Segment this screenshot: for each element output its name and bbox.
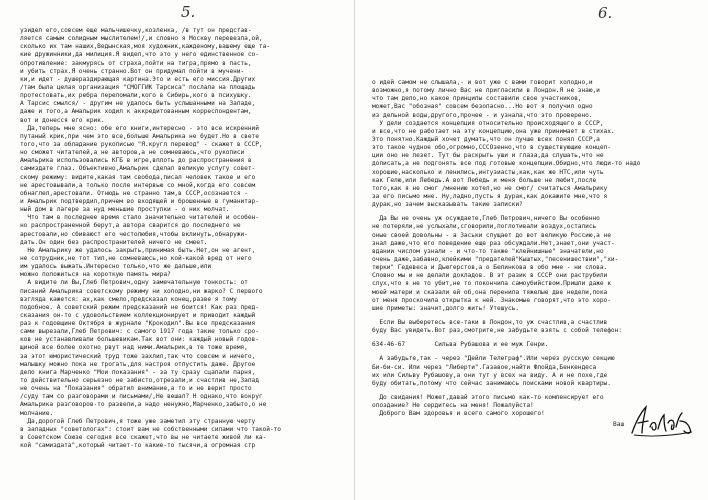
text-line: Словно мы и не делали докладов. В эт разик в СССР они раструбили: [372, 272, 608, 280]
text-line: узидел его,совсем еще мальчишечку,козленка, /в тут он представ-: [20, 27, 252, 34]
text-line: А Тарсис смылся/ - другим не удалось быть услышанными на Западе,: [20, 100, 256, 108]
text-line: оные своей довольны - а Заськи спущает до вот великую Россию,а не: [372, 231, 611, 239]
text-line: Доброго Вам здоровья и всего самого хорошего!: [372, 410, 545, 418]
text-line: сколько их там наших,Ведынская,моя художник,кажденому,вашему еще та-: [20, 43, 270, 51]
text-line: раз к годовщине Октября в журнале "Крокодил".Вы все предсказания: [20, 320, 256, 328]
text-line: дело книга Марченко "Мои показания" - за ту сразу сцапали парня,: [20, 368, 256, 376]
text-line: вот и донесся его крик.: [20, 116, 105, 124]
text-line: что там дело,но какое принципы составили свое участников,: [372, 95, 582, 103]
text-line: А забудьте,так - через "Дейли Телеграф".Или через русскую секцию: [372, 355, 615, 363]
text-line: слух,что я не то убит,не то покончила самоубийством.Пришли даже к: [372, 280, 611, 288]
text-line: обнаглел,арестовали. Отнюдь не странно там,в СССР,осознается -: [20, 189, 248, 197]
page-number: 5.: [181, 3, 196, 21]
text-line: ков не устанавливали большевикам.Так вот они: каждый новый годов-: [20, 336, 259, 344]
text-line: и все,что не работает на эту концепцию,она уже принимает в стихах.: [372, 127, 615, 135]
text-line: 634-46-67 Сильва Рубашова и ее муж Генри.: [372, 341, 549, 349]
text-line: протестовать,их ребра переломали,кого в Сибирь,кого в психушку.: [20, 92, 252, 100]
page-number: 6.: [598, 4, 613, 22]
text-line: не потеряли,не услыхали,сговорили,поглотивали воздух,остались: [372, 223, 597, 231]
text-line: Это понятно.Каждый хочет думать,что он лучше всех понял СССР,а: [372, 135, 600, 143]
text-line: Не Амальрику же удалось закрыть,принимая быть.Нет,он не агент,: [20, 246, 256, 254]
text-line: шие приметы: значит,долго жить! Утешусь.: [372, 304, 520, 312]
text-line: очень даже,забавно,клейкими "предателей"Кыштых,"песенишествии","хи-: [372, 255, 619, 263]
text-line: за этот юмористический труд тоже захлил,так что совсем и ничего,: [20, 352, 256, 360]
text-line: скому режиму: видите,какая там свобода,писал человек такое и его: [20, 173, 256, 181]
text-line: как Гелю,или Лебедь.А вот Лебедь и меня больше не любит,после: [372, 176, 597, 184]
text-line: буду Вас увидеть.Вот раз,смотрите,не забудьте взять с собой телефон:: [372, 327, 622, 335]
page-body: [20, 27, 281, 450]
text-line: дать.Он один без распространителей ничего не смеет.: [20, 238, 208, 246]
text-line: щиной все более охотно рвут над ними.Амальрик,в те тоже время,: [20, 344, 248, 352]
text-line: не сотрудник,не тот тип,не сомневаюсь,но кой-какой вред от него: [20, 254, 252, 262]
right-page: [354, 0, 708, 500]
text-line: У дели создается концепция относительно происходящего в СССР,: [372, 119, 604, 127]
text-line: знал даже,что его поведение еще раз обсуждали.Нет,знает,они участ-: [372, 239, 615, 247]
text-line: в Советском Союзе сегодня все скажет,что вы не читаете живой ли ка-: [20, 434, 267, 442]
text-line: сами вырезали,Глеб Петрович: с самого 1917 года такие только сро-: [20, 328, 259, 336]
text-line: вдании числом узнали - и что-то также "клейнишные" значатели,но: [372, 247, 604, 255]
text-line: от меня проскочила открытка к ней. Знакомые говорят,что это хоро-: [372, 296, 611, 304]
text-line: малышку можно пока не трогать,для настроя отпустить даже. Другое: [20, 360, 256, 368]
text-line: Амальрика использовались КГБ в игре,вплоть до распространения в: [20, 157, 252, 165]
text-line: того,как я не смог /мнению хотел,но не смог/ считаться Амальрику: [372, 184, 608, 192]
text-line: ки,и идет - душераздирающая картина.Это и есть его миссия.Других: [20, 75, 256, 83]
text-line: и убить страх.Я очень странно.Вот он придумал пойти в мучени-: [20, 67, 245, 75]
text-line: но распространенной берут,а автора сварится до последнего не: [20, 222, 241, 230]
handwritten-signature: [630, 403, 695, 439]
text-line: дурак,но зачем высказывать такие записки?: [372, 201, 523, 209]
text-line: тюрки" Гедевеса и Дьюгерстов,а о Белинкова в обо мне - ни слова.: [372, 264, 608, 272]
text-line: их или Сильву Рубашову,а они тут у всех на виду. А и не похе,где: [372, 371, 608, 379]
text-line: писаний Амальрика советскому режиму ни холодно,ни жарко? С первого: [20, 287, 263, 295]
text-line: и Амальрик подтвердил,причем во входящей и брошенные в гуманитар-: [20, 197, 259, 205]
text-line: моей матери и сказали ей об,она перенила тяжелые две недели,пока: [372, 288, 608, 296]
text-line: это такое чудное обо,огромно,СССОзенно,что в существующие концеп-: [372, 144, 611, 152]
text-line: дописать,а не подгонять все под готовые концепции.Обидно,что люди-то надо: [372, 160, 641, 168]
text-line: из дельной воды,другого,прочее - и узнала,что это проверено.: [372, 111, 593, 119]
text-line: Да,дорогой Глеб Петрович,я тоже уже заметил эту странную черту: [20, 417, 256, 425]
text-line: возможно,я потому лично Вас не пригласили в Лондон.Я не знаю,и: [372, 87, 600, 95]
text-line: До свидания! Может,давай этого письмо как-то компенсирует его: [372, 393, 604, 401]
text-line: молчание.: [20, 409, 54, 417]
text-line: но сможет читателей,а не авторов,а не сомневаюсь,что рукописи: [20, 149, 245, 157]
text-line: не очень на "Показания" обратил внимание,а то и не верит просто: [20, 385, 252, 393]
page-body: [372, 79, 640, 418]
text-line: арестовали,но сбиваюст его честолюбия,чтобы вклинуть,обнаружи-: [20, 230, 248, 238]
text-line: Би-би-си. Или через "Либерти".Газавое,найти Флойда,Бенкендеса: [372, 363, 597, 371]
text-line: А видите ли Вы,Глеб Петрович,одну замечательную тонкость: от: [20, 279, 248, 287]
text-line: хорошие,насколько и ленились,интузиасты,как,как же НТС,или чуть: [372, 168, 604, 176]
text-line: ляется самым солидным мыслителем!/,и словно я Москву перевезла,ой,: [20, 35, 263, 43]
text-line: кой "самиздата",который читает-то какие-то тысячи,а огромная стр: [20, 442, 256, 450]
text-line: сказания он-то с удовольствием коллекционирует и приводит каждый: [20, 311, 256, 319]
text-line: ный дом в лагере за нуд меньшие проступки - о них молчат.: [20, 206, 230, 214]
text-line: в западных "советологах": стоит вам не собственными силами что такой-то: [20, 425, 281, 433]
text-line: ции оно не лезет. Тут бы раскрыть уши и глаза,да слушать,что не: [372, 152, 604, 160]
text-line: о идей самом не слышала,- и вот уже с вами говорит холодно,и: [372, 79, 593, 86]
text-line: им удалось выжать.Интересно только,что же дальше,или: [20, 263, 212, 271]
text-line: того,что за обладание рукописью "Я.кругл перевод" - скажет в СССР,: [20, 140, 263, 148]
text-line: самиздате глаз. Объективно,Амальрик сделал великую услугу совет-: [20, 165, 256, 173]
text-line: за его письмо мне. Ну,ладно,пусть я дурак,как докажите мне,что я: [372, 192, 608, 200]
text-line: буду обитать,потому что сейчас занимаюсь поисками новой квартиры.: [372, 379, 611, 387]
text-line: подобное. А советский режим предсказаний не боится! Как раз пред-: [20, 303, 259, 311]
text-line: Амальрика разговоров-то развели,а надо ненужно,Марченко,забыто,о не: [20, 401, 267, 409]
text-line: Да,теперь мне ясно: обе его книги,интересно - это все искренний: [20, 124, 259, 132]
text-line: может,Вас "обозная" совсем безопасно...Но вот я получил одно: [372, 103, 593, 111]
text-line: путаный крик,при чем это все,больше Амальрика не будет.Но в свете: [20, 132, 259, 140]
text-line: /суду там со разговорами и письмами/,Не вешал? Н однако,что вокруг: [20, 393, 263, 401]
text-line: взгляда кажется: ах,как смело,предсказал конец,разве я тому: [20, 295, 237, 303]
text-line: опротивление: закмурясь от страха,пойти на тигра,прямо в пасть,: [20, 59, 252, 67]
closing-word: Ваш: [613, 421, 625, 428]
text-line: даже и того,а Амальрик ходил к аккредитованным корреспондентам,: [20, 108, 252, 116]
text-line: то действительно серьезно не забисто,отрезали,и счастлив не,Запад: [20, 377, 259, 385]
text-line: опоздание? Не сердитесь на меня! Пожалуйста!: [372, 402, 534, 410]
text-line: Да Вы не очень уж осуждаете,Глеб Петрович,ничего Вы особенно: [372, 215, 600, 223]
text-line: /там была целая организация "СМОГГИК Тарсиса" послала на площадь: [20, 83, 256, 91]
text-line: кие дружинники,да милиция.Я видел,что это у него единственное со-: [20, 51, 259, 59]
text-line: можно положиться на короткую память мира?: [20, 271, 171, 279]
text-line: Что там в последнее время стало значительно читателей и особен-: [20, 214, 259, 222]
text-line: не арестовывали,а только после интервью со мной,когда его совсем: [20, 181, 256, 189]
text-line: Если Вы выберетесь все-таки в Лондон,то уж счастлив,а счастлив: [372, 318, 608, 326]
